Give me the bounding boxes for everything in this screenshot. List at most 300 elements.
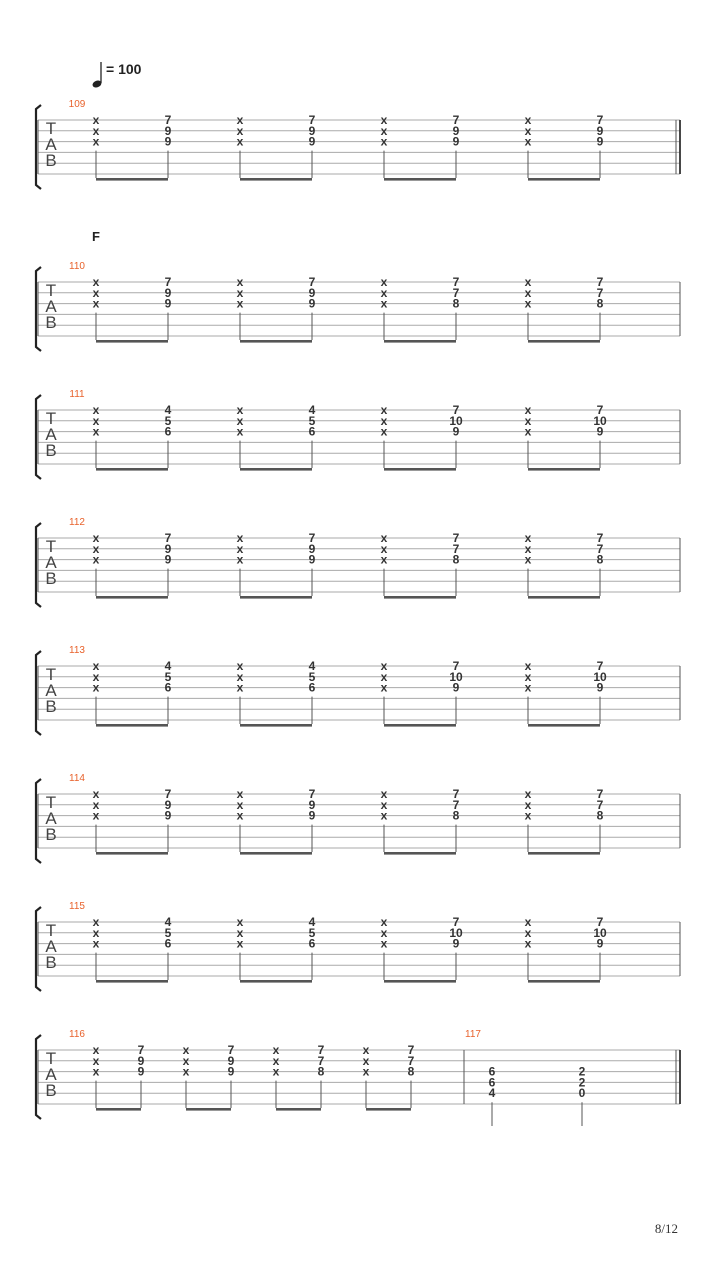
beam bbox=[276, 1108, 321, 1111]
fret-number: 7 bbox=[452, 915, 460, 929]
fret-number: 7 bbox=[452, 541, 460, 556]
chord bbox=[579, 1065, 586, 1126]
beat-group bbox=[525, 915, 607, 983]
mute-mark: x bbox=[236, 925, 244, 940]
mute-mark: x bbox=[92, 123, 100, 138]
measure-number: 113 bbox=[69, 645, 85, 656]
fret-number: 2 bbox=[578, 1064, 586, 1079]
fret-number: 9 bbox=[452, 680, 460, 695]
mute-mark: x bbox=[524, 808, 532, 823]
fret-number: 9 bbox=[452, 936, 460, 951]
mute-mark: x bbox=[380, 541, 388, 556]
mute-mark: x bbox=[236, 113, 244, 127]
tab-system bbox=[36, 389, 680, 479]
fret-number: 7 bbox=[164, 531, 172, 545]
mute-mark: x bbox=[524, 552, 532, 567]
tab-system bbox=[36, 1029, 680, 1126]
tab-clef-t: T bbox=[45, 537, 57, 556]
fret-number: 9 bbox=[308, 285, 316, 300]
fret-number: 9 bbox=[308, 808, 316, 823]
fret-number: 6 bbox=[308, 680, 316, 695]
fret-number: 9 bbox=[164, 296, 172, 311]
measure-number: 110 bbox=[69, 261, 85, 272]
tempo-marking bbox=[91, 61, 141, 89]
fret-number: 7 bbox=[452, 787, 460, 801]
tab-system bbox=[36, 229, 680, 351]
tab-clef bbox=[45, 921, 57, 972]
fret-number: 9 bbox=[164, 541, 172, 556]
mute-mark: x bbox=[380, 915, 388, 929]
beat-group bbox=[525, 403, 607, 471]
beam bbox=[96, 724, 168, 727]
mute-mark: x bbox=[92, 424, 100, 439]
beat-group bbox=[237, 113, 316, 181]
fret-number: 9 bbox=[137, 1064, 145, 1079]
tab-clef-b: B bbox=[45, 313, 57, 332]
fret-number: 9 bbox=[164, 808, 172, 823]
mute-mark: x bbox=[380, 797, 388, 812]
fret-number: 9 bbox=[596, 680, 604, 695]
mute-mark: x bbox=[380, 925, 388, 940]
beat-group bbox=[93, 659, 172, 727]
tab-clef-b: B bbox=[45, 441, 57, 460]
fret-number: 7 bbox=[452, 797, 460, 812]
beam bbox=[240, 724, 312, 727]
beam bbox=[384, 340, 456, 343]
mute-mark: x bbox=[236, 285, 244, 300]
mute-mark: x bbox=[524, 925, 532, 940]
tab-clef bbox=[45, 1049, 57, 1100]
fret-number: 7 bbox=[452, 113, 460, 127]
tab-clef-b: B bbox=[45, 697, 57, 716]
tab-clef-a: A bbox=[45, 135, 57, 154]
beam bbox=[366, 1108, 411, 1111]
section-label: F bbox=[92, 229, 100, 244]
fret-number: 4 bbox=[164, 915, 172, 929]
mute-mark: x bbox=[524, 936, 532, 951]
mute-mark: x bbox=[236, 915, 244, 929]
beam bbox=[528, 468, 600, 471]
tab-clef-t: T bbox=[45, 921, 57, 940]
mute-mark: x bbox=[272, 1043, 280, 1057]
mute-mark: x bbox=[236, 413, 244, 428]
beam bbox=[528, 852, 600, 855]
beat-group bbox=[381, 787, 460, 855]
tab-clef-a: A bbox=[45, 1065, 57, 1084]
tab-clef bbox=[45, 119, 57, 170]
beat-group bbox=[381, 113, 460, 181]
mute-mark: x bbox=[380, 659, 388, 673]
mute-mark: x bbox=[380, 669, 388, 684]
beat-group bbox=[237, 659, 316, 727]
beat-group bbox=[93, 113, 172, 181]
fret-number: 9 bbox=[452, 134, 460, 149]
mute-mark: x bbox=[524, 680, 532, 695]
beam bbox=[528, 596, 600, 599]
tab-system bbox=[36, 517, 680, 607]
chord bbox=[489, 1065, 496, 1126]
fret-number: 4 bbox=[308, 659, 316, 673]
mute-mark: x bbox=[92, 285, 100, 300]
fret-number: 9 bbox=[164, 123, 172, 138]
beam bbox=[528, 178, 600, 181]
mute-mark: x bbox=[236, 424, 244, 439]
tab-clef-a: A bbox=[45, 937, 57, 956]
beat-group bbox=[93, 787, 172, 855]
tab-clef-b: B bbox=[45, 825, 57, 844]
mute-mark: x bbox=[524, 123, 532, 138]
beam bbox=[96, 468, 168, 471]
mute-mark: x bbox=[182, 1053, 190, 1068]
tab-clef bbox=[45, 793, 57, 844]
mute-mark: x bbox=[92, 659, 100, 673]
fret-number: 10 bbox=[593, 413, 607, 428]
beam bbox=[240, 468, 312, 471]
beam bbox=[96, 980, 168, 983]
fret-number: 9 bbox=[227, 1053, 235, 1068]
beam bbox=[384, 852, 456, 855]
fret-number: 8 bbox=[452, 296, 460, 311]
tab-clef-a: A bbox=[45, 553, 57, 572]
beam bbox=[384, 468, 456, 471]
beat-group bbox=[525, 659, 607, 727]
fret-number: 6 bbox=[488, 1064, 496, 1079]
mute-mark: x bbox=[524, 531, 532, 545]
fret-number: 9 bbox=[308, 123, 316, 138]
beam bbox=[384, 596, 456, 599]
fret-number: 9 bbox=[308, 296, 316, 311]
mute-mark: x bbox=[380, 403, 388, 417]
mute-mark: x bbox=[380, 808, 388, 823]
tab-system bbox=[36, 645, 680, 735]
mute-mark: x bbox=[380, 413, 388, 428]
beat-group bbox=[237, 275, 316, 343]
tab-clef-a: A bbox=[45, 681, 57, 700]
mute-mark: x bbox=[380, 113, 388, 127]
fret-number: 7 bbox=[164, 787, 172, 801]
fret-number: 9 bbox=[596, 424, 604, 439]
fret-number: 9 bbox=[164, 552, 172, 567]
beam bbox=[384, 980, 456, 983]
mute-mark: x bbox=[236, 296, 244, 311]
mute-mark: x bbox=[524, 787, 532, 801]
mute-mark: x bbox=[524, 403, 532, 417]
fret-number: 7 bbox=[308, 787, 316, 801]
fret-number: 6 bbox=[164, 424, 172, 439]
beam bbox=[186, 1108, 231, 1111]
mute-mark: x bbox=[92, 403, 100, 417]
mute-mark: x bbox=[380, 134, 388, 149]
mute-mark: x bbox=[524, 275, 532, 289]
mute-mark: x bbox=[182, 1043, 190, 1057]
beat-group bbox=[237, 787, 316, 855]
tab-clef bbox=[45, 281, 57, 332]
mute-mark: x bbox=[92, 541, 100, 556]
fret-number: 7 bbox=[596, 531, 604, 545]
mute-mark: x bbox=[92, 669, 100, 684]
fret-number: 9 bbox=[308, 134, 316, 149]
fret-number: 0 bbox=[578, 1086, 586, 1101]
tab-clef bbox=[45, 665, 57, 716]
mute-mark: x bbox=[92, 552, 100, 567]
mute-mark: x bbox=[236, 797, 244, 812]
mute-mark: x bbox=[92, 787, 100, 801]
fret-number: 10 bbox=[449, 669, 463, 684]
mute-mark: x bbox=[524, 669, 532, 684]
fret-number: 7 bbox=[596, 275, 604, 289]
mute-mark: x bbox=[380, 936, 388, 951]
fret-number: 5 bbox=[164, 669, 172, 684]
mute-mark: x bbox=[524, 797, 532, 812]
fret-number: 5 bbox=[308, 669, 316, 684]
fret-number: 7 bbox=[452, 275, 460, 289]
fret-number: 8 bbox=[596, 552, 604, 567]
mute-mark: x bbox=[236, 787, 244, 801]
fret-number: 5 bbox=[164, 413, 172, 428]
tab-clef-t: T bbox=[45, 1049, 57, 1068]
beat-group bbox=[273, 1043, 325, 1111]
beat-group bbox=[525, 787, 604, 855]
measure-number: 109 bbox=[68, 99, 86, 110]
fret-number: 7 bbox=[596, 797, 604, 812]
fret-number: 8 bbox=[596, 808, 604, 823]
measure-number: 117 bbox=[465, 1029, 481, 1040]
mute-mark: x bbox=[236, 659, 244, 673]
fret-number: 7 bbox=[407, 1043, 415, 1057]
tab-clef-t: T bbox=[45, 793, 57, 812]
fret-number: 7 bbox=[452, 285, 460, 300]
mute-mark: x bbox=[92, 1043, 100, 1057]
beat-group bbox=[381, 403, 463, 471]
mute-mark: x bbox=[524, 413, 532, 428]
tab-clef-t: T bbox=[45, 281, 57, 300]
fret-number: 7 bbox=[308, 275, 316, 289]
page-number: 8/12 bbox=[654, 1221, 678, 1236]
beat-group bbox=[93, 531, 172, 599]
tab-clef-b: B bbox=[45, 151, 57, 170]
fret-number: 7 bbox=[596, 285, 604, 300]
fret-number: 9 bbox=[227, 1064, 235, 1079]
beam bbox=[240, 178, 312, 181]
mute-mark: x bbox=[380, 285, 388, 300]
beat-group bbox=[93, 403, 172, 471]
mute-mark: x bbox=[524, 541, 532, 556]
mute-mark: x bbox=[380, 531, 388, 545]
measure-number: 114 bbox=[69, 773, 85, 784]
beam bbox=[96, 178, 168, 181]
beam bbox=[528, 724, 600, 727]
beam bbox=[384, 724, 456, 727]
tab-clef-b: B bbox=[45, 569, 57, 588]
mute-mark: x bbox=[380, 552, 388, 567]
mute-mark: x bbox=[92, 296, 100, 311]
fret-number: 7 bbox=[317, 1043, 325, 1057]
fret-number: 9 bbox=[164, 134, 172, 149]
fret-number: 6 bbox=[488, 1075, 496, 1090]
tab-clef bbox=[45, 409, 57, 460]
mute-mark: x bbox=[92, 680, 100, 695]
beat-group bbox=[381, 915, 463, 983]
mute-mark: x bbox=[92, 797, 100, 812]
fret-number: 9 bbox=[452, 424, 460, 439]
beam bbox=[240, 596, 312, 599]
tab-system bbox=[36, 773, 680, 863]
mute-mark: x bbox=[524, 113, 532, 127]
mute-mark: x bbox=[362, 1043, 370, 1057]
fret-number: 4 bbox=[164, 403, 172, 417]
fret-number: 8 bbox=[452, 552, 460, 567]
fret-number: 9 bbox=[452, 123, 460, 138]
measure-number: 116 bbox=[69, 1029, 85, 1040]
fret-number: 7 bbox=[596, 403, 604, 417]
mute-mark: x bbox=[236, 552, 244, 567]
mute-mark: x bbox=[92, 413, 100, 428]
fret-number: 8 bbox=[407, 1064, 415, 1079]
fret-number: 7 bbox=[164, 113, 172, 127]
fret-number: 2 bbox=[578, 1075, 586, 1090]
mute-mark: x bbox=[524, 285, 532, 300]
beam bbox=[240, 980, 312, 983]
fret-number: 9 bbox=[308, 541, 316, 556]
fret-number: 9 bbox=[308, 797, 316, 812]
fret-number: 7 bbox=[452, 403, 460, 417]
tab-system bbox=[36, 901, 680, 991]
mute-mark: x bbox=[380, 123, 388, 138]
fret-number: 8 bbox=[596, 296, 604, 311]
mute-mark: x bbox=[362, 1053, 370, 1068]
measure-number: 115 bbox=[69, 901, 85, 912]
mute-mark: x bbox=[236, 936, 244, 951]
mute-mark: x bbox=[236, 680, 244, 695]
mute-mark: x bbox=[236, 275, 244, 289]
beat-group bbox=[237, 915, 316, 983]
mute-mark: x bbox=[236, 541, 244, 556]
tab-clef-t: T bbox=[45, 665, 57, 684]
mute-mark: x bbox=[92, 808, 100, 823]
fret-number: 7 bbox=[596, 541, 604, 556]
beam bbox=[528, 340, 600, 343]
mute-mark: x bbox=[236, 123, 244, 138]
fret-number: 4 bbox=[308, 915, 316, 929]
beat-group bbox=[381, 531, 460, 599]
beam bbox=[240, 852, 312, 855]
tempo-text: = 100 bbox=[106, 61, 142, 77]
fret-number: 7 bbox=[308, 531, 316, 545]
tab-clef-b: B bbox=[45, 953, 57, 972]
tab-clef-a: A bbox=[45, 425, 57, 444]
mute-mark: x bbox=[380, 787, 388, 801]
fret-number: 7 bbox=[452, 531, 460, 545]
fret-number: 10 bbox=[449, 925, 463, 940]
fret-number: 7 bbox=[317, 1053, 325, 1068]
measure-number: 112 bbox=[69, 517, 85, 528]
fret-number: 8 bbox=[452, 808, 460, 823]
fret-number: 9 bbox=[596, 936, 604, 951]
fret-number: 9 bbox=[308, 552, 316, 567]
mute-mark: x bbox=[272, 1064, 280, 1079]
mute-mark: x bbox=[92, 531, 100, 545]
beat-group bbox=[237, 403, 316, 471]
mute-mark: x bbox=[524, 915, 532, 929]
fret-number: 5 bbox=[164, 925, 172, 940]
mute-mark: x bbox=[92, 925, 100, 940]
tab-clef-t: T bbox=[45, 119, 57, 138]
fret-number: 7 bbox=[164, 275, 172, 289]
fret-number: 7 bbox=[407, 1053, 415, 1068]
beat-group bbox=[381, 275, 460, 343]
fret-number: 9 bbox=[596, 123, 604, 138]
fret-number: 9 bbox=[164, 797, 172, 812]
mute-mark: x bbox=[380, 296, 388, 311]
mute-mark: x bbox=[92, 936, 100, 951]
fret-number: 7 bbox=[596, 787, 604, 801]
mute-mark: x bbox=[92, 915, 100, 929]
beat-group bbox=[363, 1043, 415, 1111]
fret-number: 9 bbox=[596, 134, 604, 149]
fret-number: 6 bbox=[308, 936, 316, 951]
mute-mark: x bbox=[524, 296, 532, 311]
tab-clef bbox=[45, 537, 57, 588]
fret-number: 7 bbox=[452, 659, 460, 673]
mute-mark: x bbox=[236, 134, 244, 149]
beam bbox=[240, 340, 312, 343]
mute-mark: x bbox=[524, 424, 532, 439]
mute-mark: x bbox=[236, 531, 244, 545]
beam bbox=[384, 178, 456, 181]
fret-number: 4 bbox=[488, 1086, 496, 1101]
fret-number: 7 bbox=[596, 113, 604, 127]
tab-clef-a: A bbox=[45, 809, 57, 828]
mute-mark: x bbox=[236, 403, 244, 417]
mute-mark: x bbox=[236, 808, 244, 823]
fret-number: 7 bbox=[596, 659, 604, 673]
fret-number: 8 bbox=[317, 1064, 325, 1079]
tab-clef-a: A bbox=[45, 297, 57, 316]
fret-number: 6 bbox=[308, 424, 316, 439]
measure-number: 111 bbox=[69, 389, 85, 400]
mute-mark: x bbox=[380, 680, 388, 695]
beam bbox=[96, 596, 168, 599]
beam bbox=[96, 340, 168, 343]
beat-group bbox=[525, 113, 604, 181]
fret-number: 9 bbox=[137, 1053, 145, 1068]
fret-number: 6 bbox=[164, 936, 172, 951]
mute-mark: x bbox=[236, 669, 244, 684]
beat-group bbox=[381, 659, 463, 727]
fret-number: 4 bbox=[308, 403, 316, 417]
beam bbox=[96, 852, 168, 855]
beat-group bbox=[93, 915, 172, 983]
tab-clef-b: B bbox=[45, 1081, 57, 1100]
mute-mark: x bbox=[92, 134, 100, 149]
mute-mark: x bbox=[380, 275, 388, 289]
mute-mark: x bbox=[524, 659, 532, 673]
beat-group bbox=[525, 275, 604, 343]
beat-group bbox=[93, 1043, 145, 1111]
mute-mark: x bbox=[92, 113, 100, 127]
fret-number: 10 bbox=[449, 413, 463, 428]
fret-number: 9 bbox=[164, 285, 172, 300]
mute-mark: x bbox=[92, 275, 100, 289]
beam bbox=[528, 980, 600, 983]
fret-number: 7 bbox=[227, 1043, 235, 1057]
fret-number: 5 bbox=[308, 413, 316, 428]
mute-mark: x bbox=[182, 1064, 190, 1079]
tab-system bbox=[36, 99, 680, 189]
tab-clef-t: T bbox=[45, 409, 57, 428]
mute-mark: x bbox=[92, 1053, 100, 1068]
mute-mark: x bbox=[524, 134, 532, 149]
